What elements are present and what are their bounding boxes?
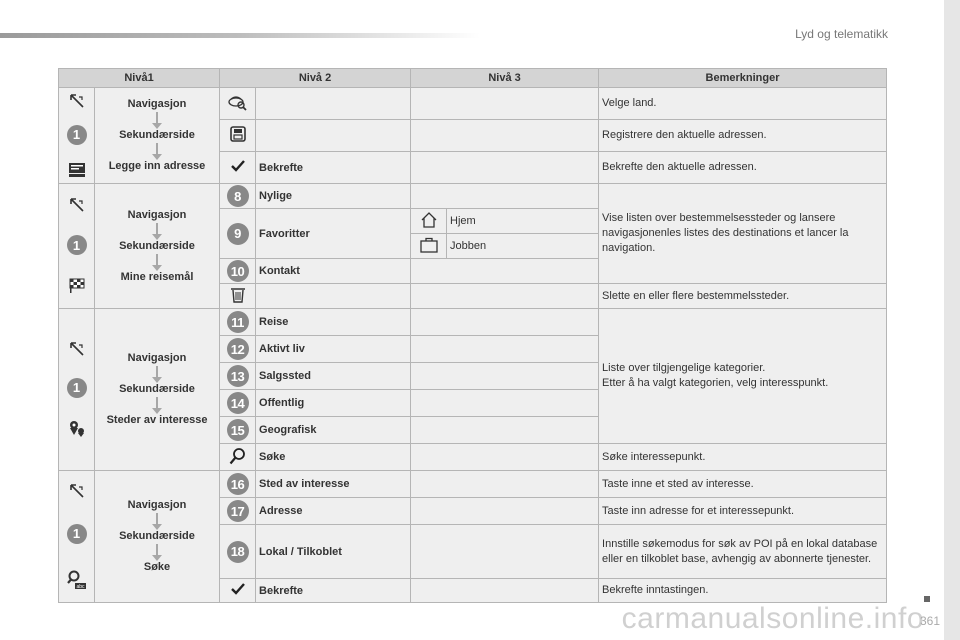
nav-label: Sekundærside — [119, 239, 195, 252]
menu-table — [58, 68, 887, 603]
level2-cell: Lokal / Tilkoblet — [256, 525, 411, 579]
level2-cell: Bekrefte — [256, 579, 411, 603]
arrow-down-icon — [156, 254, 158, 266]
level2-icon-cell — [220, 88, 256, 120]
level3-cell — [411, 336, 599, 363]
level3-cell — [411, 525, 599, 579]
level2-icon-cell — [220, 444, 256, 471]
level3-cell: Jobben — [447, 234, 599, 259]
trash-icon — [230, 287, 246, 303]
level2-badge-cell — [220, 390, 256, 417]
level3-cell — [411, 390, 599, 417]
level3-cell — [411, 284, 599, 309]
level3-cell — [411, 259, 599, 284]
nav-label: Sekundærside — [119, 530, 195, 542]
level2-cell: Aktivt liv — [256, 336, 411, 363]
navigation-icon — [70, 198, 84, 212]
page-number: 361 — [919, 614, 940, 628]
level2-cell — [256, 120, 411, 152]
poi-search-icon — [67, 570, 87, 590]
level3-cell — [411, 444, 599, 471]
level3-cell — [411, 498, 599, 525]
level3-cell — [411, 579, 599, 603]
badge-8: 8 — [227, 185, 249, 207]
watermark: carmanualsonline.info — [621, 602, 924, 635]
level3-icon-cell — [411, 234, 447, 259]
column-header-remarks: Bemerkninger — [599, 69, 887, 88]
level3-cell — [411, 184, 599, 209]
remark-cell: Søke interessepunkt. — [599, 444, 887, 471]
table-row — [59, 471, 887, 498]
level2-cell: Reise — [256, 309, 411, 336]
level2-icon-cell — [220, 152, 256, 184]
home-icon — [420, 212, 438, 228]
arrow-down-icon — [156, 397, 158, 409]
column-header-level3: Nivå 3 — [411, 69, 599, 88]
level2-cell: Bekrefte — [256, 152, 411, 184]
level3-cell — [411, 120, 599, 152]
page-header-title: Lyd og telematikk — [795, 27, 888, 41]
level2-badge-cell — [220, 363, 256, 390]
level1-icons — [59, 184, 95, 309]
level2-cell — [256, 284, 411, 309]
level1-path — [95, 88, 220, 184]
level2-badge-cell — [220, 309, 256, 336]
remark-cell: Liste over tilgjengelige kategorier. Etter å ha valgt kategorien, velg interesspunkt. — [599, 309, 887, 444]
remark-cell: Bekrefte inntastingen. — [599, 579, 887, 603]
badge-16: 16 — [227, 473, 249, 495]
level2-cell: Adresse — [256, 498, 411, 525]
badge-18: 18 — [227, 541, 249, 563]
badge-11: 11 — [227, 311, 249, 333]
remark-cell: Vise listen over bestemmelsessteder og lansere navigasjonenles listes des destinations et lancer la navigation. — [599, 184, 887, 284]
level2-icon-cell — [220, 579, 256, 603]
level2-icon-cell — [220, 120, 256, 152]
badge-1: 1 — [67, 378, 87, 398]
table-row — [59, 309, 887, 336]
remark-cell: Slette en eller flere bestemmelssteder. — [599, 284, 887, 309]
arrow-down-icon — [156, 112, 158, 124]
remark-cell: Innstille søkemodus for søk av POI på en lokal database eller en tilkoblet base, avhengig av abonnerte tjenester. — [599, 525, 887, 579]
badge-1: 1 — [67, 235, 87, 255]
navigation-icon — [70, 342, 84, 356]
svg-text:abc: abc — [75, 583, 85, 590]
level2-cell: Kontakt — [256, 259, 411, 284]
save-icon — [230, 126, 246, 142]
remark-cell: Velge land. — [599, 88, 887, 120]
level3-cell — [411, 471, 599, 498]
badge-15: 15 — [227, 419, 249, 441]
badge-1: 1 — [67, 125, 87, 145]
level2-badge-cell — [220, 417, 256, 444]
nav-label: Navigasjon — [127, 208, 187, 221]
level3-cell — [411, 417, 599, 444]
level2-cell: Søke — [256, 444, 411, 471]
badge-9: 9 — [227, 223, 249, 245]
check-icon — [231, 160, 245, 172]
level2-badge-cell — [220, 184, 256, 209]
level2-cell: Favoritter — [256, 209, 411, 259]
level2-cell: Sted av interesse — [256, 471, 411, 498]
level2-cell: Nylige — [256, 184, 411, 209]
level1-icons — [59, 471, 95, 603]
badge-10: 10 — [227, 260, 249, 282]
badge-13: 13 — [227, 365, 249, 387]
globe-search-icon — [228, 93, 248, 111]
badge-1: 1 — [67, 524, 87, 544]
arrow-down-icon — [156, 143, 158, 155]
arrow-down-icon — [156, 223, 158, 235]
checkered-flag-icon — [69, 278, 85, 294]
level2-badge-cell — [220, 336, 256, 363]
level1-path — [95, 184, 220, 309]
badge-14: 14 — [227, 392, 249, 414]
table-row — [59, 88, 887, 120]
nav-label: Navigasjon — [127, 98, 187, 110]
level2-badge-cell — [220, 259, 256, 284]
nav-label: Steder av interesse — [106, 414, 208, 426]
arrow-down-icon — [156, 513, 158, 525]
level2-badge-cell — [220, 525, 256, 579]
level3-cell — [411, 309, 599, 336]
level3-cell — [411, 88, 599, 120]
column-header-level1: Nivå1 — [59, 69, 220, 88]
briefcase-icon — [420, 237, 438, 253]
check-icon — [231, 583, 245, 595]
page-marker — [924, 596, 930, 602]
page-edge-bar — [944, 0, 960, 640]
level2-badge-cell — [220, 498, 256, 525]
level2-cell: Geografisk — [256, 417, 411, 444]
navigation-icon — [70, 484, 84, 498]
nav-label: Navigasjon — [127, 352, 187, 364]
level1-icons — [59, 88, 95, 184]
column-header-level2: Nivå 2 — [220, 69, 411, 88]
nav-label: Søke — [143, 561, 171, 573]
level3-cell — [411, 363, 599, 390]
level3-cell — [411, 152, 599, 184]
level3-cell: Hjem — [447, 209, 599, 234]
nav-label: Navigasjon — [127, 499, 187, 511]
nav-label: Legge inn adresse — [108, 160, 206, 172]
level2-cell — [256, 88, 411, 120]
remark-cell: Taste inne et sted av interesse. — [599, 471, 887, 498]
level1-path — [95, 471, 220, 603]
table-header-row — [59, 69, 887, 88]
level2-cell: Salgssted — [256, 363, 411, 390]
remark-cell: Registrere den aktuelle adressen. — [599, 120, 887, 152]
navigation-icon — [70, 94, 84, 108]
poi-icon — [68, 420, 86, 438]
nav-label: Sekundærside — [119, 383, 195, 395]
menu-icon — [68, 162, 86, 178]
level2-badge-cell — [220, 209, 256, 259]
level2-cell: Offentlig — [256, 390, 411, 417]
level2-icon-cell — [220, 284, 256, 309]
remark-cell: Taste inn adresse for et interessepunkt. — [599, 498, 887, 525]
badge-12: 12 — [227, 338, 249, 360]
search-icon — [229, 447, 247, 465]
nav-label: Mine reisemål — [120, 270, 194, 283]
arrow-down-icon — [156, 366, 158, 378]
badge-17: 17 — [227, 500, 249, 522]
remark-cell: Bekrefte den aktuelle adressen. — [599, 152, 887, 184]
level1-path — [95, 309, 220, 471]
header-bar — [0, 33, 480, 38]
level3-icon-cell — [411, 209, 447, 234]
arrow-down-icon — [156, 544, 158, 556]
table-row — [59, 184, 887, 209]
level1-icons — [59, 309, 95, 471]
level2-badge-cell — [220, 471, 256, 498]
nav-label: Sekundærside — [119, 129, 195, 141]
